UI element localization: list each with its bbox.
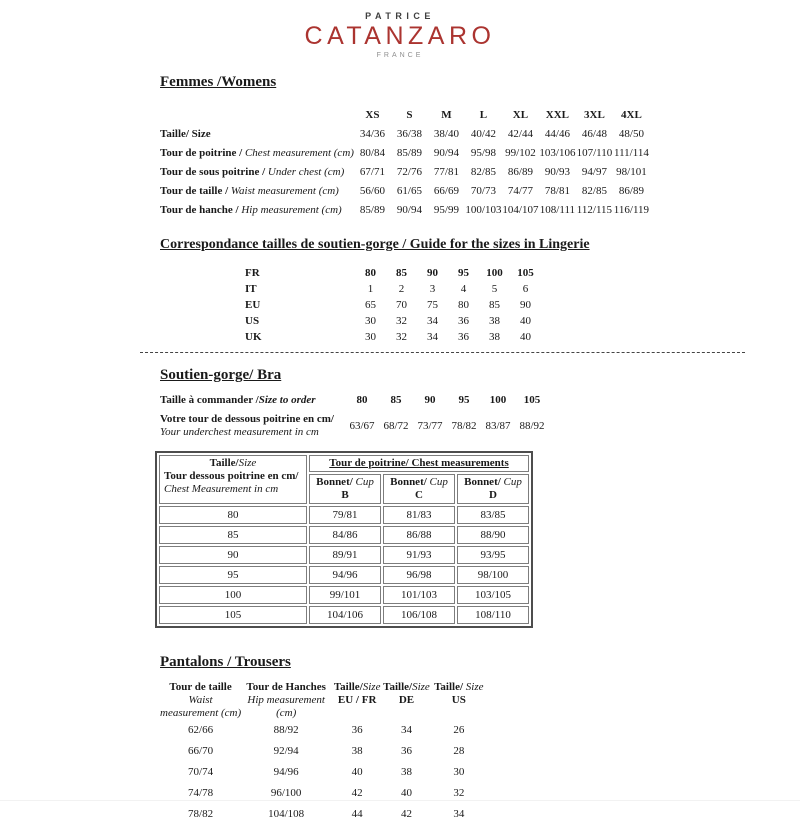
- value-cell: 81/83: [383, 506, 455, 524]
- value-cell: 80: [365, 267, 376, 280]
- value-cell: 104/108: [268, 808, 305, 821]
- value-cell: 34: [427, 331, 438, 344]
- row-label-en: Under chest (cm): [267, 165, 345, 178]
- value-cell: 90/93: [544, 165, 570, 178]
- table-row: [159, 506, 529, 524]
- value-cell: 82/85: [581, 184, 607, 197]
- column-header-line1: [383, 681, 430, 694]
- size-header: 3XL: [584, 108, 605, 121]
- value-cell: 101/103: [383, 586, 455, 604]
- cup-table-size-column-header: [159, 455, 307, 504]
- row-label-fr: Tour de poitrine /: [160, 146, 245, 159]
- row-label-en: Waist measurement (cm): [230, 184, 339, 197]
- value-cell: 6: [522, 283, 529, 296]
- value-cell: 85/89: [396, 146, 422, 159]
- value-cell: 42: [400, 808, 412, 821]
- value-cell: 48/50: [618, 127, 644, 140]
- cup-header-en: Cup: [352, 476, 374, 489]
- value-cell: 90/94: [433, 146, 459, 159]
- value-cell: 78/82: [451, 420, 477, 433]
- column-header: [241, 681, 331, 720]
- value-cell: 34: [453, 808, 465, 821]
- cup-header: [457, 474, 529, 504]
- value-cell: 83/87: [485, 420, 511, 433]
- value-cell: 98/101: [616, 165, 647, 178]
- row-label-en: Chest measurement (cm): [244, 146, 354, 159]
- cup-header-en: Cup: [500, 476, 522, 489]
- column-header-fr: Taille/: [383, 681, 413, 694]
- table-row: [159, 586, 529, 604]
- logo-catanzaro-text: CATANZARO: [304, 21, 496, 50]
- value-cell: 94/97: [581, 165, 607, 178]
- trousers-header-row: [160, 681, 488, 720]
- value-cell: 111/114: [614, 146, 649, 159]
- value-cell: 32: [396, 315, 407, 328]
- value-cell: 88/92: [519, 420, 545, 433]
- row-label: [160, 124, 354, 143]
- value-cell: 26: [453, 724, 465, 737]
- empty-cell: [160, 105, 354, 124]
- column-header-en: Size: [362, 681, 381, 694]
- table-row: [160, 783, 488, 804]
- value-cell: 100: [486, 267, 503, 280]
- country-label: UK: [245, 331, 262, 344]
- value-cell: 112/115: [576, 203, 613, 216]
- column-header: [160, 681, 241, 720]
- value-cell: 70/73: [470, 184, 496, 197]
- size-header-line1: [164, 457, 302, 470]
- table-row: [159, 606, 529, 624]
- column-header-line1: [430, 681, 488, 694]
- table-row: [160, 804, 488, 825]
- country-label: IT: [245, 283, 257, 296]
- row-label: [160, 390, 345, 410]
- country-label: FR: [245, 267, 260, 280]
- cup-header: [309, 474, 381, 504]
- value-cell: 86/89: [507, 165, 533, 178]
- column-header-fr: Tour de taille: [169, 681, 232, 694]
- column-header-fr: Taille/: [333, 681, 363, 694]
- column-header: [331, 681, 383, 720]
- value-cell: 73/77: [417, 420, 443, 433]
- size-header-line2: Tour dessous poitrine en cm/: [164, 470, 299, 483]
- value-cell: 93/95: [457, 546, 529, 564]
- value-cell: 89/91: [309, 546, 381, 564]
- country-label: US: [245, 315, 260, 328]
- value-cell: 85/89: [359, 203, 385, 216]
- value-cell: 34: [400, 724, 412, 737]
- column-header-en2: measurement (cm): [160, 707, 242, 720]
- column-header-fr: Tour de Hanches: [246, 681, 326, 694]
- value-cell: 90: [520, 299, 531, 312]
- value-cell: 38: [351, 745, 363, 758]
- value-cell: 66/70: [188, 745, 214, 758]
- table-row: [160, 200, 650, 219]
- column-header-en: Hip measurement: [247, 694, 325, 707]
- column-header-region: EU / FR: [337, 694, 377, 707]
- value-cell: 80: [458, 299, 469, 312]
- value-cell: 80/84: [359, 146, 385, 159]
- logo-patrice-text: PATRICE: [365, 11, 435, 21]
- column-header: [383, 681, 430, 720]
- value-cell: 90/94: [396, 203, 422, 216]
- value-cell: 116/119: [613, 203, 650, 216]
- size-header: L: [479, 108, 488, 121]
- value-cell: 94/96: [273, 766, 299, 779]
- value-cell: 105: [517, 267, 534, 280]
- table-row: [160, 410, 549, 442]
- value-cell: 4: [460, 283, 467, 296]
- value-cell: 99/101: [309, 586, 381, 604]
- value-cell: 38: [489, 331, 500, 344]
- cup-letter: B: [341, 489, 349, 502]
- value-cell: 1: [367, 283, 374, 296]
- value-cell: 44: [351, 808, 363, 821]
- value-cell: 85: [489, 299, 500, 312]
- bra-cup-table: [155, 451, 533, 628]
- size-header: S: [406, 108, 413, 121]
- value-cell: 65: [365, 299, 376, 312]
- value-cell: 36: [351, 724, 363, 737]
- country-label: EU: [245, 299, 261, 312]
- value-cell: 91/93: [383, 546, 455, 564]
- cup-header-fr: Bonnet/: [464, 476, 501, 489]
- value-cell: 85: [396, 267, 407, 280]
- row-label-fr: Tour de taille /: [160, 184, 231, 197]
- value-cell: 79/81: [309, 506, 381, 524]
- value-cell: 40: [400, 787, 412, 800]
- column-header-fr: Taille/: [434, 681, 466, 694]
- value-cell: 32: [396, 331, 407, 344]
- value-cell: 92/94: [273, 745, 299, 758]
- value-cell: 42/44: [507, 127, 533, 140]
- row-label: [160, 200, 354, 219]
- table-row: [160, 390, 549, 410]
- value-cell: 75: [427, 299, 438, 312]
- value-cell: 85: [390, 394, 402, 407]
- cup-letter: C: [415, 489, 423, 502]
- column-header-en: Waist: [188, 694, 213, 707]
- value-cell: 36: [458, 331, 469, 344]
- size-cell: 90: [159, 546, 307, 564]
- value-cell: 36: [400, 745, 412, 758]
- value-cell: 86/88: [383, 526, 455, 544]
- value-cell: 5: [491, 283, 498, 296]
- chest-measurements-header: Tour de poitrine/ Chest measurements: [309, 455, 529, 472]
- size-header: XL: [512, 108, 529, 121]
- value-cell: 70/74: [188, 766, 214, 779]
- table-row: [160, 720, 488, 741]
- column-header: [430, 681, 488, 720]
- cup-header: [383, 474, 455, 504]
- womens-size-header-row: [160, 105, 650, 124]
- value-cell: 78/82: [188, 808, 214, 821]
- value-cell: 90: [424, 394, 436, 407]
- value-cell: 96/100: [270, 787, 302, 800]
- value-cell: 95: [458, 267, 469, 280]
- value-cell: 32: [453, 787, 465, 800]
- value-cell: 77/81: [433, 165, 459, 178]
- lingerie-section-heading: Correspondance tailles de soutien-gorge / Guide for the sizes in Lingerie: [160, 237, 590, 253]
- value-cell: 74/78: [188, 787, 214, 800]
- row-label-fr: Taille/ Size: [160, 127, 211, 140]
- value-cell: 80: [356, 394, 368, 407]
- value-cell: 40/42: [470, 127, 496, 140]
- table-row: [160, 762, 488, 783]
- value-cell: 108/110: [457, 606, 529, 624]
- value-cell: 72/76: [396, 165, 422, 178]
- size-cell: 85: [159, 526, 307, 544]
- size-header: 4XL: [621, 108, 642, 121]
- trousers-size-table: [160, 681, 488, 825]
- column-header-en: Size: [412, 681, 430, 694]
- row-label-fr: Tour de sous poitrine /: [160, 165, 268, 178]
- cup-header-fr: Bonnet/: [316, 476, 353, 489]
- value-cell: 103/106: [539, 146, 576, 159]
- table-row: [159, 546, 529, 564]
- table-row: [235, 329, 541, 345]
- value-cell: 70: [396, 299, 407, 312]
- value-cell: 104/106: [309, 606, 381, 624]
- row-label-en: Size to order: [258, 393, 316, 406]
- womens-size-table: [160, 105, 650, 219]
- column-header-region: US: [451, 694, 466, 707]
- value-cell: 28: [453, 745, 465, 758]
- row-label-fr: Tour de hanche /: [160, 203, 242, 216]
- value-cell: 66/69: [433, 184, 459, 197]
- value-cell: 103/105: [457, 586, 529, 604]
- column-header-line1: [331, 681, 383, 694]
- size-header-line3: Chest Measurement in cm: [164, 483, 279, 496]
- lingerie-correspondence-table: [235, 265, 541, 345]
- value-cell: 36/38: [396, 127, 422, 140]
- value-cell: 44/46: [544, 127, 570, 140]
- cup-table-header-row: [159, 455, 529, 472]
- brand-logo: [0, 0, 800, 60]
- row-label: [160, 162, 354, 181]
- table-row: [235, 297, 541, 313]
- value-cell: 40: [520, 331, 531, 344]
- value-cell: 106/108: [383, 606, 455, 624]
- table-row: [159, 566, 529, 584]
- size-header-fr: Taille/: [209, 457, 239, 470]
- womens-section-heading: Femmes /Womens: [160, 74, 277, 91]
- value-cell: 56/60: [359, 184, 385, 197]
- value-cell: 30: [365, 331, 376, 344]
- value-cell: 34/36: [359, 127, 385, 140]
- value-cell: 34: [427, 315, 438, 328]
- row-label-fr: Votre tour de dessous poitrine en cm/: [160, 413, 334, 426]
- value-cell: 95/98: [470, 146, 496, 159]
- size-header-en: Size: [238, 457, 257, 470]
- value-cell: 42: [351, 787, 363, 800]
- value-cell: 83/85: [457, 506, 529, 524]
- value-cell: 40: [351, 766, 363, 779]
- value-cell: 95: [458, 394, 470, 407]
- bra-section-heading: Soutien-gorge/ Bra: [160, 367, 282, 384]
- value-cell: 100/103: [465, 203, 502, 216]
- bra-size-table: [160, 390, 549, 442]
- table-row: [235, 265, 541, 281]
- value-cell: 61/65: [396, 184, 422, 197]
- value-cell: 104/107: [502, 203, 539, 216]
- value-cell: 36: [458, 315, 469, 328]
- cup-letter: D: [489, 489, 497, 502]
- value-cell: 90: [427, 267, 438, 280]
- table-row: [235, 313, 541, 329]
- cup-header-fr: Bonnet/: [390, 476, 427, 489]
- value-cell: 78/81: [544, 184, 570, 197]
- value-cell: 107/110: [576, 146, 613, 159]
- value-cell: 86/89: [618, 184, 644, 197]
- value-cell: 74/77: [507, 184, 533, 197]
- value-cell: 67/71: [359, 165, 385, 178]
- value-cell: 30: [453, 766, 465, 779]
- value-cell: 68/72: [383, 420, 409, 433]
- table-row: [160, 741, 488, 762]
- value-cell: 94/96: [309, 566, 381, 584]
- value-cell: 82/85: [470, 165, 496, 178]
- trousers-section-heading: Pantalons / Trousers: [160, 654, 291, 671]
- size-header: XXL: [545, 108, 570, 121]
- row-label-fr: Taille à commander /: [160, 393, 259, 406]
- value-cell: 38: [400, 766, 412, 779]
- cup-header-en: Cup: [426, 476, 448, 489]
- value-cell: 105: [523, 394, 541, 407]
- size-cell: 100: [159, 586, 307, 604]
- value-cell: 95/99: [433, 203, 459, 216]
- value-cell: 98/100: [457, 566, 529, 584]
- value-cell: 2: [398, 283, 405, 296]
- column-header-region: DE: [398, 694, 415, 707]
- row-label-en: Hip measurement (cm): [241, 203, 342, 216]
- value-cell: 38: [489, 315, 500, 328]
- value-cell: 40: [520, 315, 531, 328]
- value-cell: 100: [489, 394, 507, 407]
- table-row: [235, 281, 541, 297]
- value-cell: 46/48: [581, 127, 607, 140]
- value-cell: 108/111: [539, 203, 576, 216]
- value-cell: 38/40: [433, 127, 459, 140]
- value-cell: 30: [365, 315, 376, 328]
- row-label: [160, 143, 354, 162]
- size-header: XS: [365, 108, 380, 121]
- size-cell: 95: [159, 566, 307, 584]
- table-row: [160, 181, 650, 200]
- row-label: [160, 410, 345, 442]
- value-cell: 99/102: [505, 146, 536, 159]
- value-cell: 96/98: [383, 566, 455, 584]
- row-label-en: Your underchest measurement in cm: [160, 426, 319, 439]
- table-row: [160, 143, 650, 162]
- value-cell: 62/66: [188, 724, 214, 737]
- value-cell: 3: [429, 283, 436, 296]
- value-cell: 84/86: [309, 526, 381, 544]
- table-row: [160, 162, 650, 181]
- logo-france-text: FRANCE: [376, 52, 424, 60]
- size-header: M: [441, 108, 452, 121]
- row-label: [160, 181, 354, 200]
- size-cell: 80: [159, 506, 307, 524]
- value-cell: 63/67: [349, 420, 375, 433]
- size-cell: 105: [159, 606, 307, 624]
- table-row: [159, 526, 529, 544]
- value-cell: 88/92: [273, 724, 299, 737]
- table-row: [160, 124, 650, 143]
- value-cell: 88/90: [457, 526, 529, 544]
- column-header-en2: (cm): [276, 707, 297, 720]
- dashed-divider: [140, 352, 745, 353]
- column-header-en: Size: [465, 681, 484, 694]
